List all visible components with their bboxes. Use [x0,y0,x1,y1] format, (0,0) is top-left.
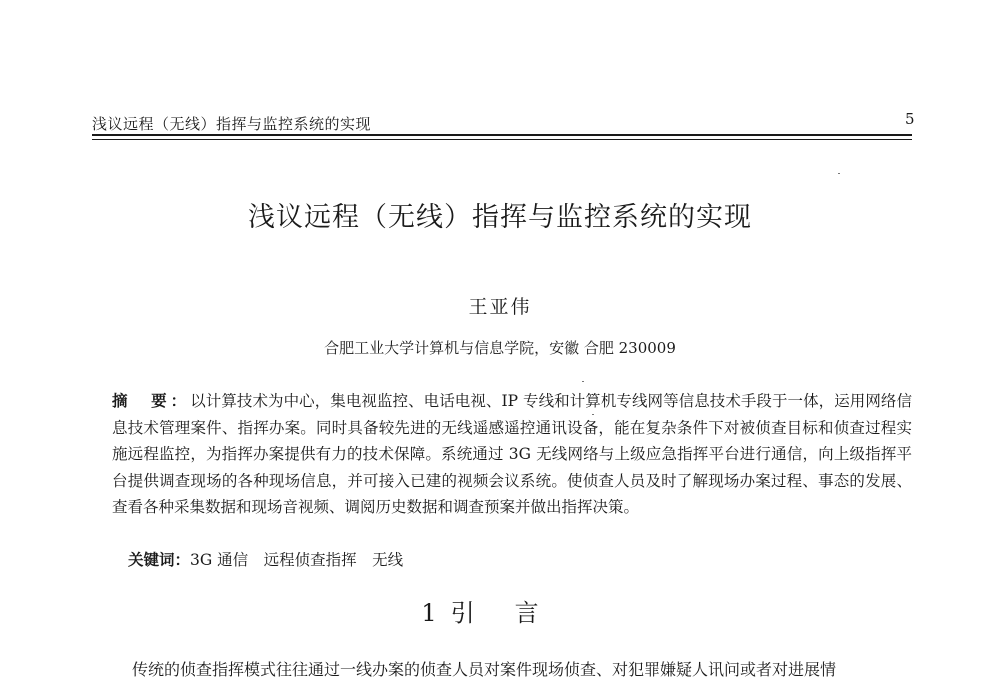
page-number: 5 [905,110,915,128]
author-affiliation: 合肥工业大学计算机与信息学院，安徽 合肥 230009 [324,339,676,357]
article-title: 浅议远程（无线）指挥与监控系统的实现 [248,202,752,233]
abstract-label: 摘 要： [112,391,191,410]
section-heading [0,593,1000,628]
scan-speck [582,381,584,382]
author-name: 王亚伟 [468,296,532,318]
keywords [128,548,403,570]
abstract-text: 以计算技术为中心，集电视监控、电话电视、IP 专线和计算机专线网等信息技术手段于一体，运用网络信息技术管理案件、指挥办案。同时具备较先进的无线遥感遥控通讯设备，能在复杂条件下对被侦查目标和侦查过程实施远程监控，为指挥办案提供有力的技术保障。系统通过 3G 无线网络与上级应急指挥平台进行通信，向上级指挥平台提供调查现场的各种现场信息，并可接入已建的视频会议系统。使侦查人员及时了解现场办案过程、事态的发展、查看各种采集数据和现场音视频、调阅历史数据和调查预案并做出指挥决策。 [112,392,912,516]
body-paragraph-first-line: 传统的侦查指挥模式往往通过一线办案的侦查人员对案件现场侦查、对犯罪嫌疑人讯问或者对进展情 [132,660,837,679]
running-header-title: 浅议远程（无线）指挥与监控系统的实现 [92,115,372,133]
scan-speck [838,173,840,174]
header-rule-thin [92,139,912,140]
keywords-text: 3G 通信 远程侦查指挥 无线 [190,551,404,569]
abstract [112,388,912,521]
keywords-label: 关键词： [128,550,191,569]
scan-speck [592,414,594,415]
section-number: 1 [421,599,437,627]
header-rule-thick [92,134,912,136]
section-title: 引言 [450,599,579,627]
